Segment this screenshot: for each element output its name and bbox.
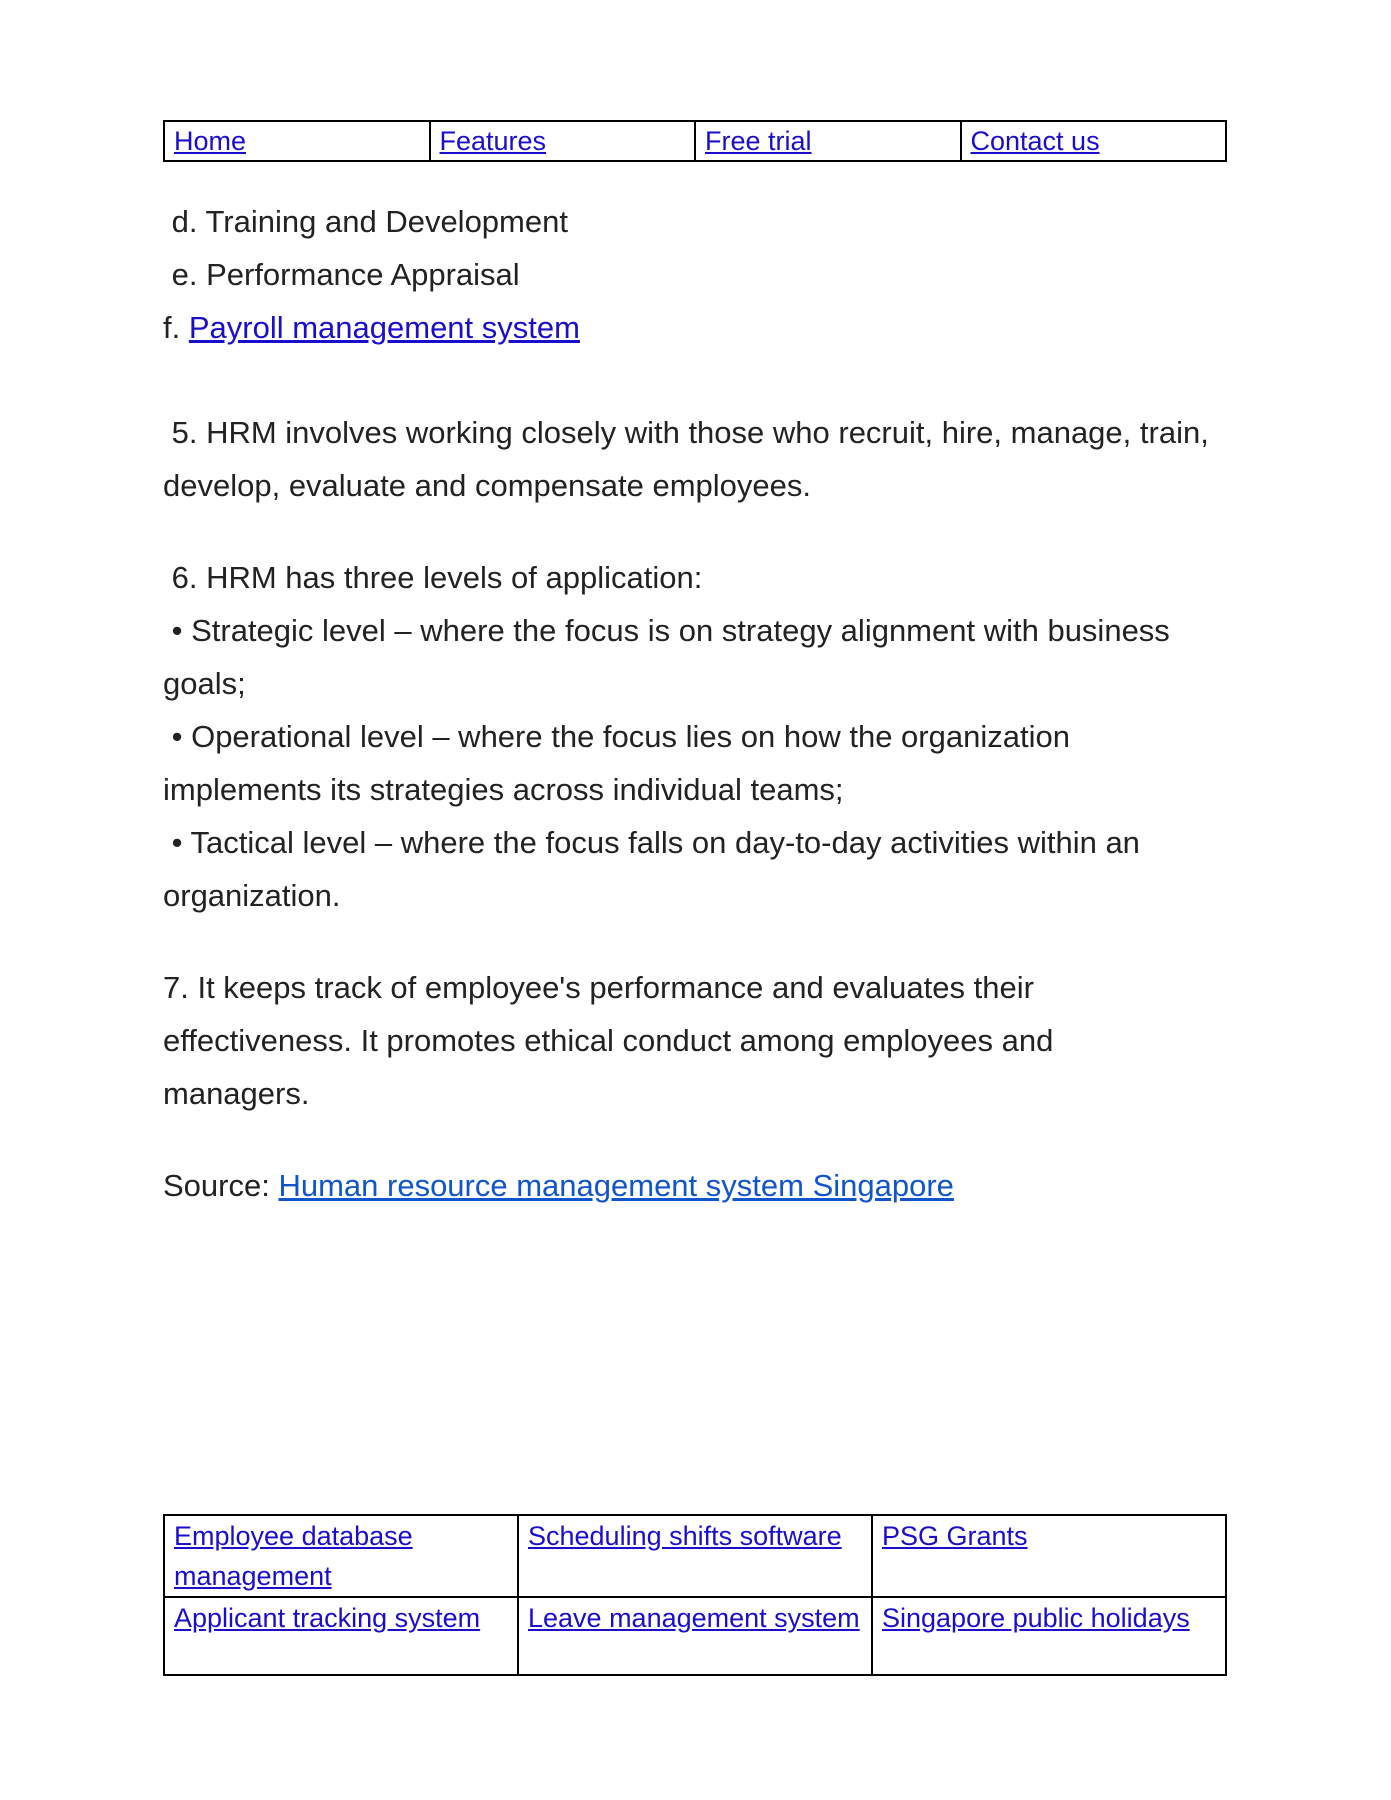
- footer-cell: [164, 1515, 518, 1597]
- nav-cell: [164, 121, 430, 161]
- source-link[interactable]: Human resource management system Singapore: [278, 1168, 954, 1203]
- point-6-bullet-1-line-2: goals;: [163, 666, 246, 701]
- footer-cell: [518, 1515, 872, 1597]
- top-nav-table: [163, 120, 1227, 162]
- point-7-line-3: managers.: [163, 1076, 310, 1111]
- nav-cell: [695, 121, 961, 161]
- list-item-d: d. Training and Development: [163, 204, 568, 239]
- footer-cell: [518, 1597, 872, 1675]
- footer-link-leave-management[interactable]: Leave management system: [528, 1603, 860, 1633]
- spacer: [163, 1120, 1243, 1159]
- point-5-line-1: 5. HRM involves working closely with those who recruit, hire, manage, train,: [163, 415, 1209, 450]
- point-6-bullet-2-line-2: implements its strategies across individual teams;: [163, 772, 844, 807]
- point-5-line-2: develop, evaluate and compensate employees.: [163, 468, 811, 503]
- nav-cell: [430, 121, 696, 161]
- footer-link-scheduling-shifts[interactable]: Scheduling shifts software: [528, 1521, 842, 1551]
- footer-link-psg-grants[interactable]: PSG Grants: [882, 1521, 1028, 1551]
- list-item-f-prefix: f.: [163, 310, 189, 345]
- footer-row: [164, 1515, 1226, 1597]
- payroll-link[interactable]: Payroll management system: [188, 310, 580, 345]
- footer-link-applicant-tracking[interactable]: Applicant tracking system: [174, 1603, 481, 1633]
- point-6-bullet-2-line-1: • Operational level – where the focus lies on how the organization: [163, 719, 1070, 754]
- footer-cell: [872, 1515, 1226, 1597]
- document-body: [163, 195, 1243, 1212]
- spacer: [163, 922, 1243, 961]
- nav-link-contact-us[interactable]: Contact us: [970, 125, 1100, 156]
- nav-link-free-trial[interactable]: Free trial: [705, 125, 812, 156]
- list-item-f: [163, 301, 1243, 354]
- source-label: Source:: [163, 1168, 279, 1203]
- spacer: [163, 354, 1243, 406]
- nav-cell: [961, 121, 1227, 161]
- nav-link-home[interactable]: Home: [174, 125, 247, 156]
- point-7-line-1: 7. It keeps track of employee's performance and evaluates their: [163, 970, 1034, 1005]
- footer-cell: [164, 1597, 518, 1675]
- footer-row: [164, 1597, 1226, 1675]
- spacer: [163, 512, 1243, 551]
- point-6-bullet-3-line-1: • Tactical level – where the focus falls on day-to-day activities within an: [163, 825, 1140, 860]
- nav-link-features[interactable]: Features: [439, 125, 547, 156]
- list-item-e: e. Performance Appraisal: [163, 257, 520, 292]
- footer-link-public-holidays[interactable]: Singapore public holidays: [882, 1603, 1190, 1633]
- footer-cell: [872, 1597, 1226, 1675]
- footer-link-employee-database[interactable]: Employee database management: [174, 1521, 413, 1591]
- point-6-title: 6. HRM has three levels of application:: [163, 560, 703, 595]
- point-6-bullet-3-line-2: organization.: [163, 878, 341, 913]
- point-7-line-2: effectiveness. It promotes ethical conduct among employees and: [163, 1023, 1054, 1058]
- nav-row: [164, 121, 1226, 161]
- source-line: [163, 1159, 1243, 1212]
- footer-links-table: [163, 1514, 1227, 1676]
- point-6-bullet-1-line-1: • Strategic level – where the focus is on strategy alignment with business: [163, 613, 1170, 648]
